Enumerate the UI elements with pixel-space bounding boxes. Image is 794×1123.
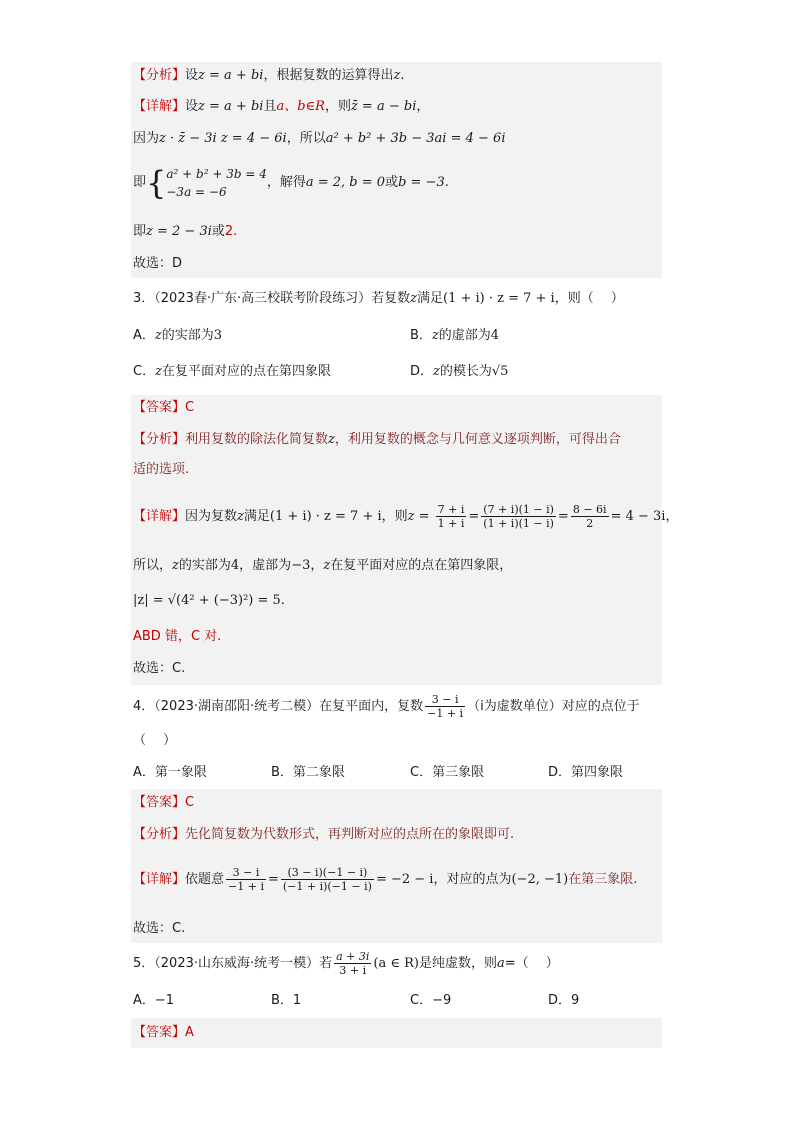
math: z (172, 558, 179, 573)
prev-line3 (133, 130, 505, 148)
math: a (497, 956, 505, 971)
math: z (155, 364, 162, 379)
math: (1 + i) · z = 7 + i (269, 509, 382, 524)
answer-value: C (185, 400, 195, 415)
fraction (571, 503, 609, 530)
answer-tag: 【答案】 (133, 795, 186, 810)
q4-detail: 【详解】依题意 $\frac{3 - i}{-1 + i}$ = $\frac{(3 - i)(-1 - i)}{(-1 + i)(-1 - i)}$ = −2 − i，对应的点为(−2, −1)在第三象限. (133, 866, 638, 893)
math: (a ∈ R) (373, 956, 419, 971)
detail-tag: 【详解】 (133, 99, 186, 114)
math: z (393, 68, 401, 83)
fraction (436, 503, 467, 530)
q4-stem (133, 693, 640, 720)
text: 即 (133, 224, 147, 239)
text: 的模长为 (439, 364, 492, 379)
numerator: (7 + i)(1 − i) (483, 503, 554, 516)
fraction (281, 866, 374, 893)
q5-answer (133, 1024, 194, 1042)
text: A． (133, 328, 155, 343)
math: z = 2 − 3i (146, 224, 212, 239)
text: 2. (224, 224, 238, 239)
q4-stem-cont: （ ） (133, 733, 177, 748)
fraction (226, 866, 266, 893)
text: 因为 (133, 131, 160, 146)
text: 或 (211, 224, 225, 239)
q3-stem (133, 290, 624, 308)
math: z (410, 291, 417, 306)
math: (1 + i) · z = 7 + i (443, 291, 555, 306)
text: ，则（ ） (554, 291, 624, 306)
text: . (400, 68, 405, 83)
math: z = a + bi (198, 99, 264, 114)
q3-analysis-cont (133, 461, 189, 479)
q5-option-c: C．−9 (410, 993, 452, 1008)
q3-line3 (133, 592, 285, 610)
q4-choose: 故选：C. (133, 921, 186, 936)
q3-option-d (410, 363, 508, 381)
numerator: 3 − i (226, 866, 266, 880)
q3-option-c (133, 363, 331, 381)
prev-choose: 故选：D (133, 256, 183, 271)
text: 设 (185, 99, 199, 114)
detail-tag: 【详解】 (133, 872, 186, 887)
analysis-tag: 【分析】 (133, 432, 186, 447)
detail-tag: 【详解】 (133, 509, 186, 524)
answer-tag: 【答案】 (133, 1025, 186, 1040)
text: 在复平面对应的点在第四象限， (330, 558, 513, 573)
text: 且 (263, 99, 277, 114)
q4-option-c: C．第三象限 (410, 765, 485, 780)
q4-option-a: A．第一象限 (133, 765, 207, 780)
text: D． (410, 364, 434, 379)
brace-symbol: { (146, 163, 167, 202)
denominator: −1 + i (228, 880, 264, 893)
text: 4．（2023·湖南邵阳·统考二模）在复平面内，复数 (133, 699, 424, 714)
text: . (444, 175, 449, 190)
text: ，所以 (286, 131, 326, 146)
text: （i为虚数单位）对应的点位于 (467, 699, 640, 714)
math: z (323, 558, 331, 573)
denominator: −1 + i (427, 707, 464, 720)
text: 即 (133, 175, 147, 190)
q3-choose: 故选：C. (133, 661, 186, 676)
denominator: 3 + i (339, 964, 367, 977)
math: a = 2, b = 0 (305, 175, 386, 190)
equation-system (166, 165, 266, 201)
math: 4 (230, 558, 240, 573)
text: ，则 (381, 509, 408, 524)
analysis-tag: 【分析】 (133, 68, 186, 83)
math: z (237, 509, 244, 524)
math: = −2 − i (375, 872, 434, 887)
denominator: 2 (586, 517, 594, 530)
text: 依题意 (185, 872, 225, 887)
answer-value: C (185, 795, 195, 810)
text: 的实部为 (178, 558, 231, 573)
denominator: (−1 + i)(−1 − i) (282, 880, 372, 893)
denominator: 1 + i (437, 517, 465, 530)
text: ，解得 (266, 175, 306, 190)
prev-detail-line (133, 98, 429, 116)
math: b = −3 (398, 175, 445, 190)
numerator: 8 − 6i (572, 503, 607, 516)
text: ， (310, 558, 324, 573)
math: √5 (491, 364, 509, 379)
q5-option-b: B．1 (271, 993, 302, 1008)
q3-answer (133, 399, 194, 417)
text: 的实部为 (161, 328, 214, 343)
numerator: (3 − i)(−1 − i) (281, 866, 374, 880)
text: ， (416, 99, 430, 114)
math: z (154, 328, 162, 343)
text: 在复平面对应的点在第四象限 (161, 364, 331, 379)
math: z (431, 328, 439, 343)
text: 先化简复数为代数形式，再判断对应的点所在的象限即可. (185, 827, 515, 842)
numerator: 3 − i (425, 693, 465, 707)
q5-option-a: A．−1 (133, 993, 175, 1008)
q3-detail: 【详解】因为复数z满足(1 + i) · z = 7 + i，则z = $\frac{7 + i}{1 + i}$ = $\frac{(7 + i)(1 - i)}{(1 + i)(1 - i)}$ = $\frac{8 - 6i}{2}$ = 4 − 3i， (133, 503, 679, 530)
text: C． (133, 364, 156, 379)
q4-answer (133, 794, 194, 812)
fraction (425, 693, 465, 720)
math: a² + b² + 3b − 3ai = 4 − 6i (325, 131, 506, 146)
math: z (328, 432, 335, 447)
q5-solution-block (131, 1018, 662, 1048)
text: 5．（2023·山东威海·统考一模）若 (133, 956, 333, 971)
text: =（ ） (504, 956, 559, 971)
text: 适的选项. (133, 462, 190, 477)
text: 所以， (133, 558, 173, 573)
math: |z| = √(4² + (−3)²) = 5 (133, 593, 281, 608)
equation: a² + b² + 3b = 4 (166, 166, 267, 181)
analysis-tag: 【分析】 (133, 827, 186, 842)
text: . (280, 593, 285, 608)
text: ，虚部为 (239, 558, 292, 573)
q4-option-b: B．第二象限 (271, 765, 345, 780)
denominator: (1 + i)(1 − i) (483, 517, 554, 530)
q3-analysis (133, 431, 621, 449)
prev-analysis-line (133, 67, 404, 85)
q4-option-d: D．第四象限 (548, 765, 624, 780)
text: ，则 (324, 99, 351, 114)
math: z (433, 364, 440, 379)
fraction (334, 950, 371, 977)
math: z̄ = a − bi (350, 99, 417, 114)
math: 4 (490, 328, 500, 343)
text: 或 (385, 175, 399, 190)
prev-line5 (133, 223, 237, 241)
math: 3 (213, 328, 223, 343)
math: z = a + bi (198, 68, 264, 83)
numerator: 7 + i (437, 503, 465, 516)
answer-value: A (185, 1025, 194, 1040)
math: (−2, −1) (511, 872, 569, 887)
text: 满足 (243, 509, 270, 524)
math: z = (407, 509, 430, 524)
math: −3 (291, 558, 311, 573)
text: 在第三象限. (568, 872, 638, 887)
text: 利用复数的除法化简复数 (185, 432, 329, 447)
text: ，利用复数的概念与几何意义逐项判断，可得出合 (334, 432, 621, 447)
math: a、b∈R (276, 99, 325, 114)
text: B． (410, 328, 432, 343)
text: 3．（2023春·广东·高三校联考阶段练习）若复数 (133, 291, 411, 306)
q5-stem (133, 950, 559, 977)
numerator: a + 3i (336, 950, 370, 963)
text: 满足 (416, 291, 443, 306)
text: ，对应的点为 (433, 872, 512, 887)
q4-analysis (133, 826, 514, 844)
q3-option-b (410, 327, 499, 345)
text: 是纯虚数，则 (419, 956, 498, 971)
math: = 4 − 3i (610, 509, 666, 524)
text: ，根据复数的运算得出 (263, 68, 394, 83)
q3-line2 (133, 557, 512, 575)
q3-option-a (133, 327, 222, 345)
equation: −3a = −6 (166, 184, 227, 199)
text: ， (665, 509, 679, 524)
q5-option-d: D．9 (548, 993, 580, 1008)
prev-line4 (133, 163, 449, 203)
math: z · z̄ − 3i z = 4 − 6i (159, 131, 287, 146)
text: 设 (185, 68, 199, 83)
answer-tag: 【答案】 (133, 400, 186, 415)
text: 因为复数 (185, 509, 238, 524)
text: 的虚部为 (438, 328, 491, 343)
fraction (481, 503, 556, 530)
q3-line4: ABD 错，C 对. (133, 629, 222, 644)
